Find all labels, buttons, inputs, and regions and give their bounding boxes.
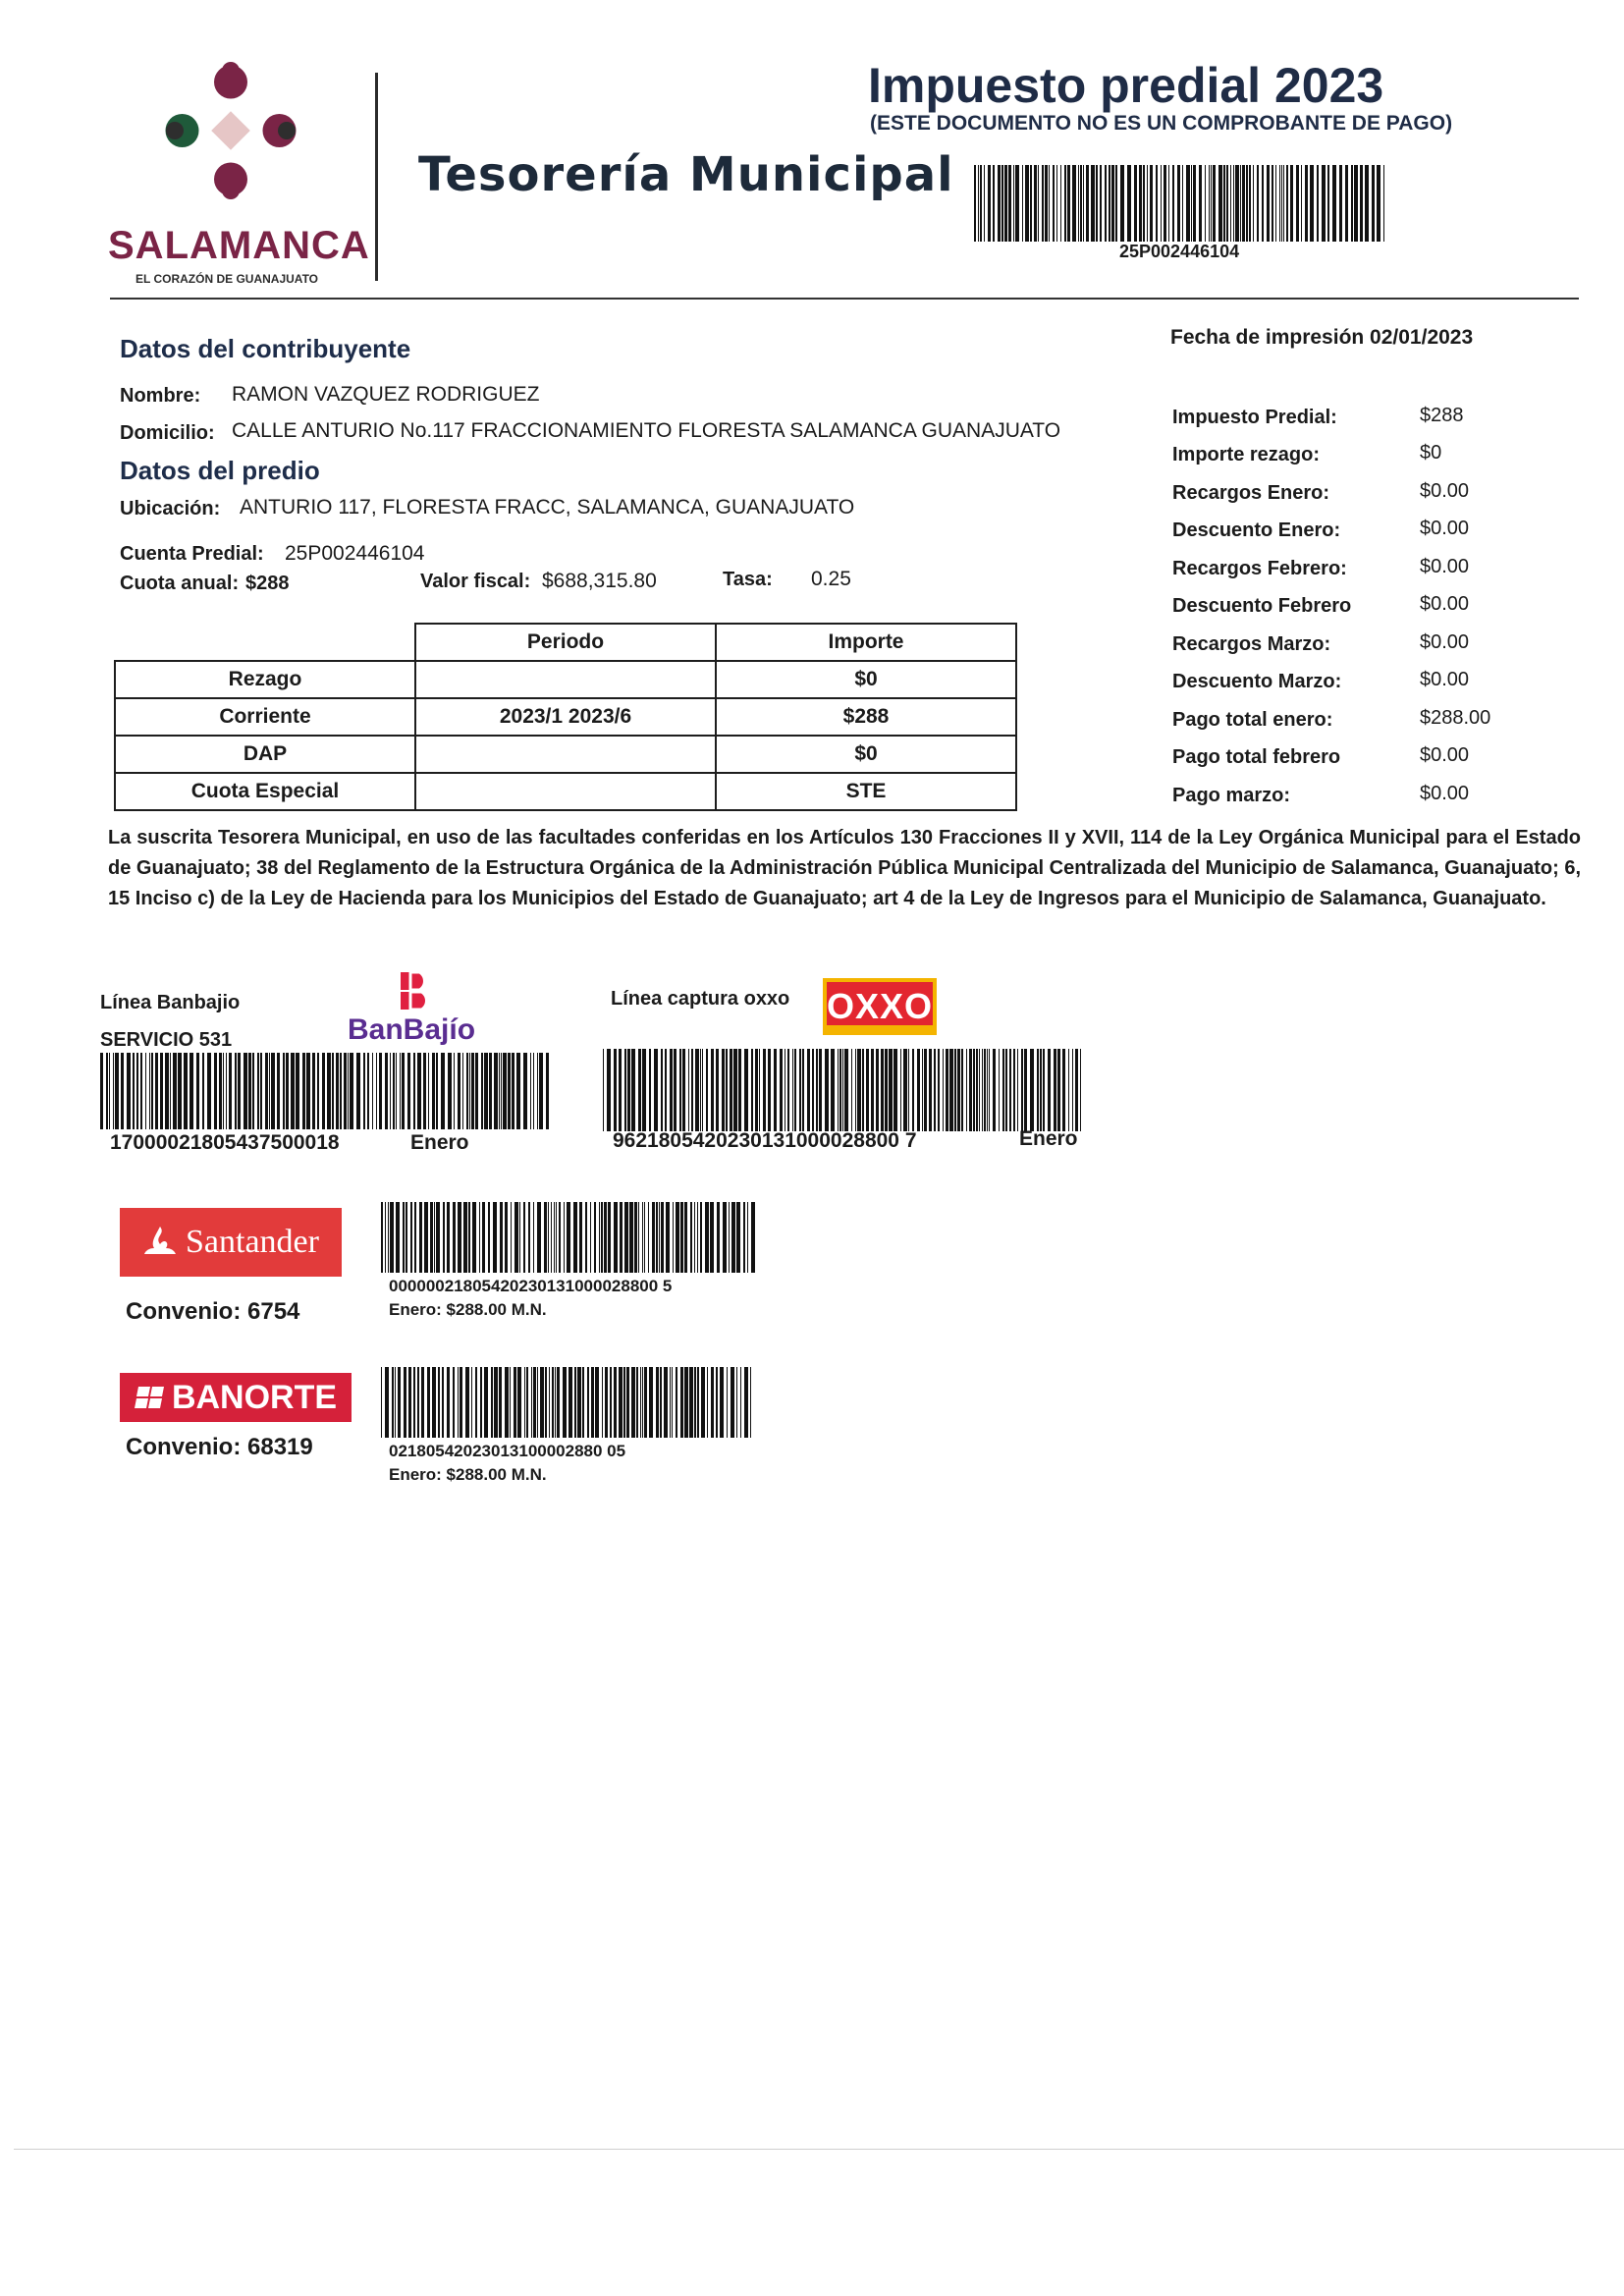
summary-value: $0.00 bbox=[1420, 556, 1470, 577]
account-number: 25P002446104 bbox=[285, 542, 425, 565]
header-rule bbox=[110, 298, 1579, 300]
banbajio-reference: 17000021805437500018 bbox=[110, 1131, 340, 1154]
period-cell bbox=[415, 773, 716, 810]
summary-label: Importe rezago: bbox=[1172, 444, 1321, 465]
print-date: Fecha de impresión 02/01/2023 bbox=[1170, 326, 1474, 349]
annual-value: $288 bbox=[245, 573, 290, 594]
santander-flame-icon bbox=[142, 1225, 178, 1260]
summary-label: Recargos Enero: bbox=[1172, 482, 1330, 504]
annual-label: Cuota anual: bbox=[120, 573, 240, 594]
summary-value: $0.00 bbox=[1420, 783, 1470, 804]
legal-text: La suscrita Tesorera Municipal, en uso de las facultades conferidas en los Artículos 130 Fracciones II y XVII, 114 de la Ley Orgánica Municipal para el Estado de Guanajuato; 38 del Reglamento de la Estructura Orgánica de la Administración Pública Municipal Centralizada del Municipio de Salamanca, Guanajuato; 6, 15 Inciso c) de la Ley de Hacienda para los Municipios del Estado de Guanajuato; art 4 de la Ley de Ingresos para el Municipio de Salamanca, Guanajuato. bbox=[108, 827, 1581, 909]
taxpayer-name: RAMON VAZQUEZ RODRIGUEZ bbox=[232, 383, 540, 406]
property-heading: Datos del predio bbox=[120, 456, 320, 485]
amount-header: Importe bbox=[716, 624, 1016, 661]
property-location: ANTURIO 117, FLORESTA FRACC, SALAMANCA, GUANAJUATO bbox=[240, 496, 855, 519]
charges-table bbox=[114, 623, 1017, 811]
rate-label: Tasa: bbox=[723, 569, 773, 590]
oxxo-month: Enero bbox=[1019, 1127, 1078, 1150]
summary-label: Descuento Enero: bbox=[1172, 519, 1341, 541]
banbajio-month: Enero bbox=[410, 1131, 469, 1154]
amount-cell: $0 bbox=[716, 661, 1016, 698]
santander-brand: Santander bbox=[186, 1224, 319, 1260]
oxxo-line-label: Línea captura oxxo bbox=[611, 988, 790, 1010]
summary-value: $0.00 bbox=[1420, 631, 1470, 653]
table-row bbox=[115, 736, 1016, 773]
summary-value: $0.00 bbox=[1420, 518, 1470, 539]
banorte-amount: Enero: $288.00 M.N. bbox=[389, 1465, 547, 1484]
account-label: Cuenta Predial: bbox=[120, 543, 264, 565]
banorte-mark-icon bbox=[135, 1383, 168, 1412]
summary-value: $0.00 bbox=[1420, 744, 1470, 766]
oxxo-brand: OXXO bbox=[827, 982, 933, 1031]
fiscal-label: Valor fiscal: bbox=[420, 571, 531, 592]
summary-label: Pago total febrero bbox=[1172, 746, 1341, 768]
santander-barcode bbox=[381, 1202, 756, 1273]
concept-cell: Rezago bbox=[115, 661, 415, 698]
table-row bbox=[115, 773, 1016, 810]
summary-value: $0.00 bbox=[1420, 593, 1470, 615]
summary-label: Pago total enero: bbox=[1172, 709, 1333, 731]
empty-header-cell bbox=[115, 624, 415, 661]
summary-value: $288 bbox=[1420, 405, 1464, 426]
oxxo-reference: 9621805420230131000028800 7 bbox=[613, 1129, 917, 1152]
summary-label: Descuento Febrero bbox=[1172, 595, 1352, 617]
period-cell bbox=[415, 736, 716, 773]
address-label: Domicilio: bbox=[120, 422, 215, 444]
banbajio-brand: BanBajío bbox=[348, 1013, 476, 1046]
concept-cell: Corriente bbox=[115, 698, 415, 736]
logo-name: SALAMANCA bbox=[108, 224, 370, 267]
banbajio-logo-icon bbox=[381, 970, 444, 1011]
santander-logo-icon bbox=[120, 1208, 342, 1277]
oxxo-barcode bbox=[603, 1049, 1084, 1131]
period-cell bbox=[415, 661, 716, 698]
amount-cell: $288 bbox=[716, 698, 1016, 736]
table-row bbox=[115, 698, 1016, 736]
table-row bbox=[115, 661, 1016, 698]
santander-agreement: Convenio: 6754 bbox=[126, 1298, 300, 1325]
document-subtitle: (ESTE DOCUMENTO NO ES UN COMPROBANTE DE PAGO) bbox=[870, 112, 1453, 135]
summary-label: Recargos Febrero: bbox=[1172, 558, 1347, 579]
banbajio-line-label: Línea Banbajio bbox=[100, 992, 241, 1013]
summary-label: Pago marzo: bbox=[1172, 785, 1291, 806]
period-cell: 2023/1 2023/6 bbox=[415, 698, 716, 736]
name-label: Nombre: bbox=[120, 385, 201, 407]
salamanca-logo-icon bbox=[157, 57, 304, 204]
summary-value: $0 bbox=[1420, 442, 1442, 464]
concept-cell: Cuota Especial bbox=[115, 773, 415, 810]
santander-reference: 00000021805420230131000028800 5 bbox=[389, 1277, 673, 1295]
summary-value: $0.00 bbox=[1420, 480, 1470, 502]
header-barcode-number: 25P002446104 bbox=[1119, 242, 1240, 261]
banorte-logo-icon bbox=[120, 1373, 352, 1422]
location-label: Ubicación: bbox=[120, 498, 221, 519]
summary-label: Impuesto Predial: bbox=[1172, 407, 1337, 428]
summary-value: $288.00 bbox=[1420, 707, 1491, 729]
logo-tagline: EL CORAZÓN DE GUANAJUATO bbox=[135, 272, 319, 286]
banorte-barcode bbox=[381, 1367, 756, 1438]
header-divider bbox=[375, 73, 378, 281]
table-header-row bbox=[115, 624, 1016, 661]
concept-cell: DAP bbox=[115, 736, 415, 773]
banorte-reference: 02180542023013100002880 05 bbox=[389, 1442, 626, 1460]
amount-cell: STE bbox=[716, 773, 1016, 810]
summary-label: Recargos Marzo: bbox=[1172, 633, 1331, 655]
santander-amount: Enero: $288.00 M.N. bbox=[389, 1300, 547, 1319]
period-header: Periodo bbox=[415, 624, 716, 661]
amount-cell: $0 bbox=[716, 736, 1016, 773]
taxpayer-address: CALLE ANTURIO No.117 FRACCIONAMIENTO FLORESTA SALAMANCA GUANAJUATO bbox=[232, 419, 1061, 442]
bottom-rule bbox=[14, 2149, 1624, 2150]
banbajio-barcode bbox=[100, 1053, 550, 1129]
banbajio-service: SERVICIO 531 bbox=[100, 1029, 233, 1051]
header-barcode bbox=[974, 165, 1386, 242]
summary-label: Descuento Marzo: bbox=[1172, 671, 1342, 692]
document-title: Impuesto predial 2023 bbox=[868, 58, 1384, 113]
rate-value: 0.25 bbox=[811, 568, 851, 590]
fiscal-value: $688,315.80 bbox=[542, 570, 657, 592]
oxxo-logo-icon bbox=[823, 978, 937, 1035]
office-name: Tesorería Municipal bbox=[418, 147, 954, 202]
taxpayer-heading: Datos del contribuyente bbox=[120, 334, 411, 363]
summary-value: $0.00 bbox=[1420, 669, 1470, 690]
banorte-brand: BANORTE bbox=[171, 1378, 338, 1416]
banorte-agreement: Convenio: 68319 bbox=[126, 1434, 313, 1460]
